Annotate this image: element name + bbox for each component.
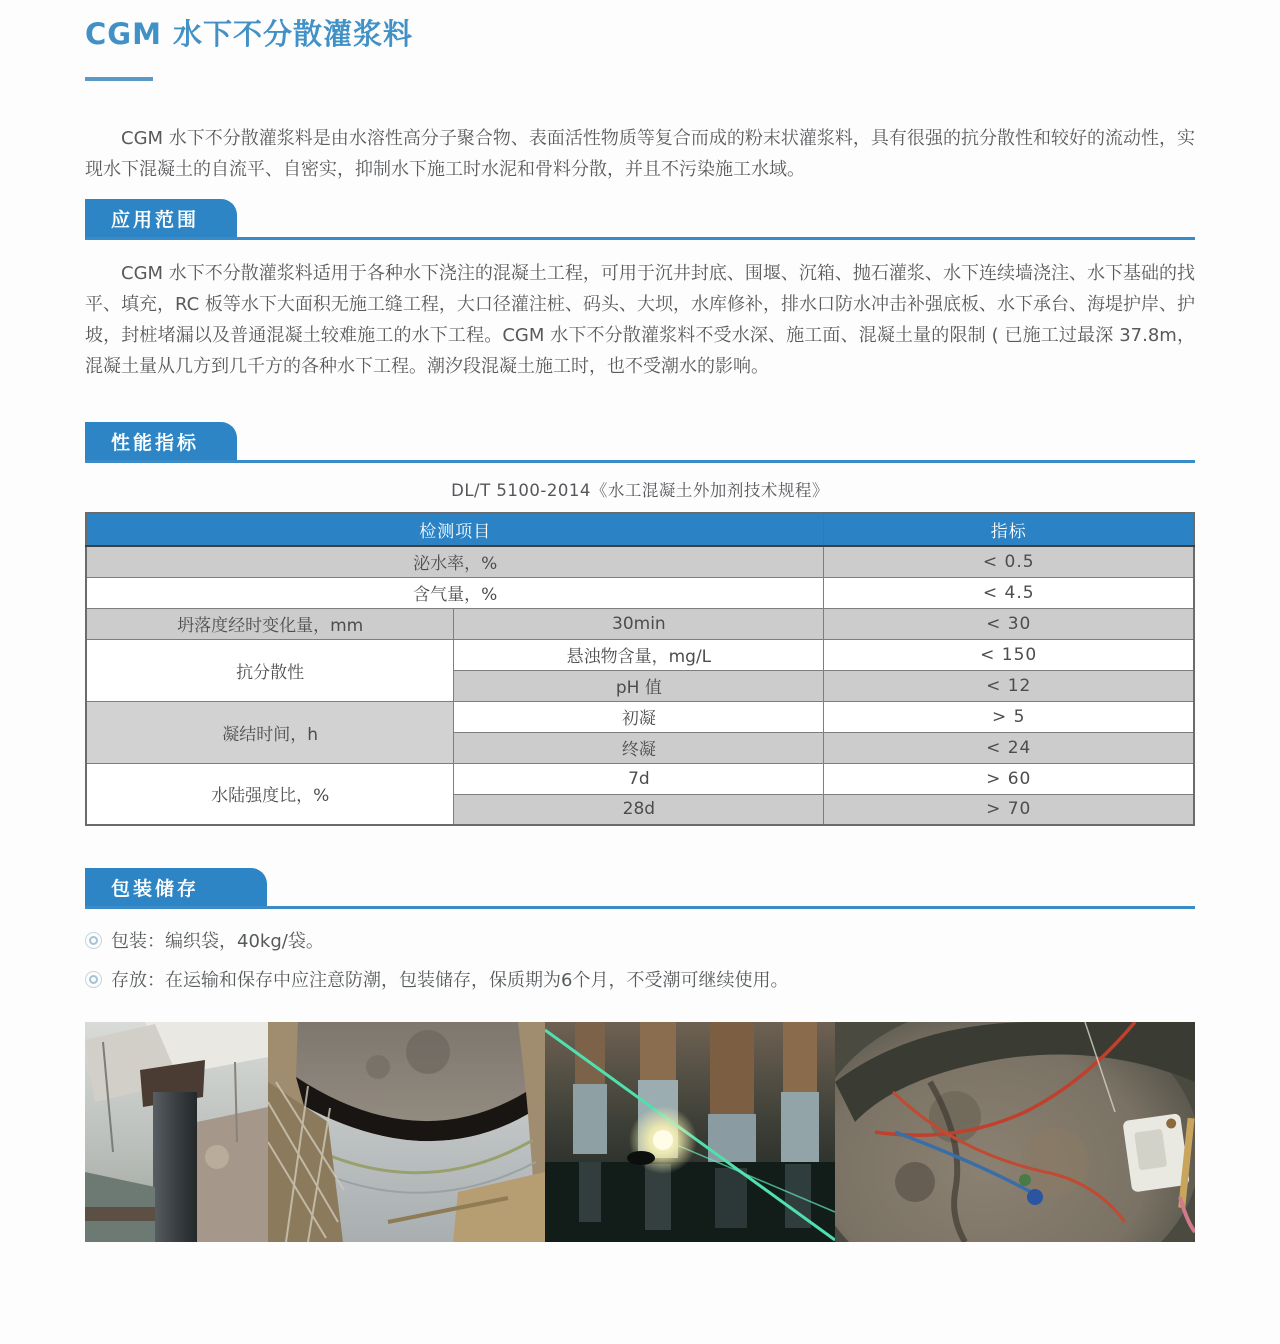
cell-item: 坍落度经时变化量，mm [86,608,454,639]
cell-value: < 30 [824,608,1194,639]
cell-value: > 70 [824,794,1194,825]
table-row [86,639,1194,670]
title-underline [85,77,153,81]
cell-value: < 12 [824,670,1194,701]
cell-condition: 30min [454,608,824,639]
table-row [86,701,1194,732]
cell-condition: 7d [454,763,824,794]
standard-reference: DL/T 5100-2014《水工混凝土外加剂技术规程》 [451,481,829,500]
section-badge-application: 应用范围 [85,199,237,237]
cell-condition: 28d [454,794,824,825]
application-paragraph: CGM 水下不分散灌浆料适用于各种水下浇注的混凝土工程，可用于沉井封底、围堰、沉箱、抛石灌浆、水下连续墙浇注、水下基础的找平、填充，RC 板等水下大面积无施工缝工程，大口径灌注桩、码头、大坝，水库修补，排水口防水冲击补强底板、水下承台、海堤护岸、护坡，封桩堵漏以及普通混凝土较难施工的水下工程。CGM 水下不分散灌浆料不受水深、施工面、混凝土量的限制 ( 已施工过最深 37.8m，混凝土量从几方到几千方的各种水下工程。潮汐段混凝土施工时，也不受潮水的影响。 [85,263,1195,377]
cell-item: 抗分散性 [86,639,454,701]
cell-condition: 悬浊物含量，mg/L [454,639,824,670]
product-datasheet-page [85,0,1195,1242]
column-header-index: 指标 [824,513,1194,546]
table-header-row [86,513,1194,546]
ring-bullet-icon [85,971,102,988]
table-row [86,608,1194,639]
photo-night-piers-underwater-work [545,1022,835,1242]
section-badge-packaging: 包装储存 [85,868,267,906]
cell-condition: pH 值 [454,670,824,701]
photo-pile-construction-over-water [85,1022,268,1242]
photo-strip [85,1022,1195,1242]
cell-value: < 4.5 [824,577,1194,608]
cell-condition: 终凝 [454,732,824,763]
list-item [85,927,1195,953]
cell-item: 凝结时间，h [86,701,454,763]
table-row [86,577,1194,608]
cell-value: > 5 [824,701,1194,732]
bullet-text: 包装：编织袋，40kg/袋。 [111,931,324,952]
page-title: CGM 水下不分散灌浆料 [85,17,414,51]
cell-value: < 0.5 [824,546,1194,577]
ring-bullet-icon [85,932,102,949]
table-row [86,546,1194,577]
section-header-application [85,199,1195,240]
photo-pile-steel-casing-closeup [268,1022,545,1242]
section-badge-performance: 性能指标 [85,422,237,460]
cell-value: < 24 [824,732,1194,763]
cell-value: > 60 [824,763,1194,794]
performance-spec-table [85,512,1195,826]
section-header-packaging [85,868,1195,909]
cell-item: 含气量，% [86,577,824,608]
bullet-text: 存放：在运输和保存中应注意防潮，包装储存，保质期为6个月，不受潮可继续使用。 [111,970,789,991]
intro-paragraph: CGM 水下不分散灌浆料是由水溶性高分子聚合物、表面活性物质等复合而成的粉末状灌浆料，具有很强的抗分散性和较好的流动性，实现水下混凝土的自流平、自密实，抑制水下施工时水泥和骨料分散，并且不污染施工水域。 [85,128,1195,180]
cell-condition: 初凝 [454,701,824,732]
photo-cofferdam-interior [835,1022,1195,1242]
list-item [85,966,1195,992]
cell-value: < 150 [824,639,1194,670]
column-header-test-item: 检测项目 [86,513,824,546]
cell-item: 水陆强度比，% [86,763,454,825]
cell-item: 泌水率，% [86,546,824,577]
section-header-performance [85,422,1195,463]
packaging-bullets [85,927,1195,992]
table-row [86,763,1194,794]
